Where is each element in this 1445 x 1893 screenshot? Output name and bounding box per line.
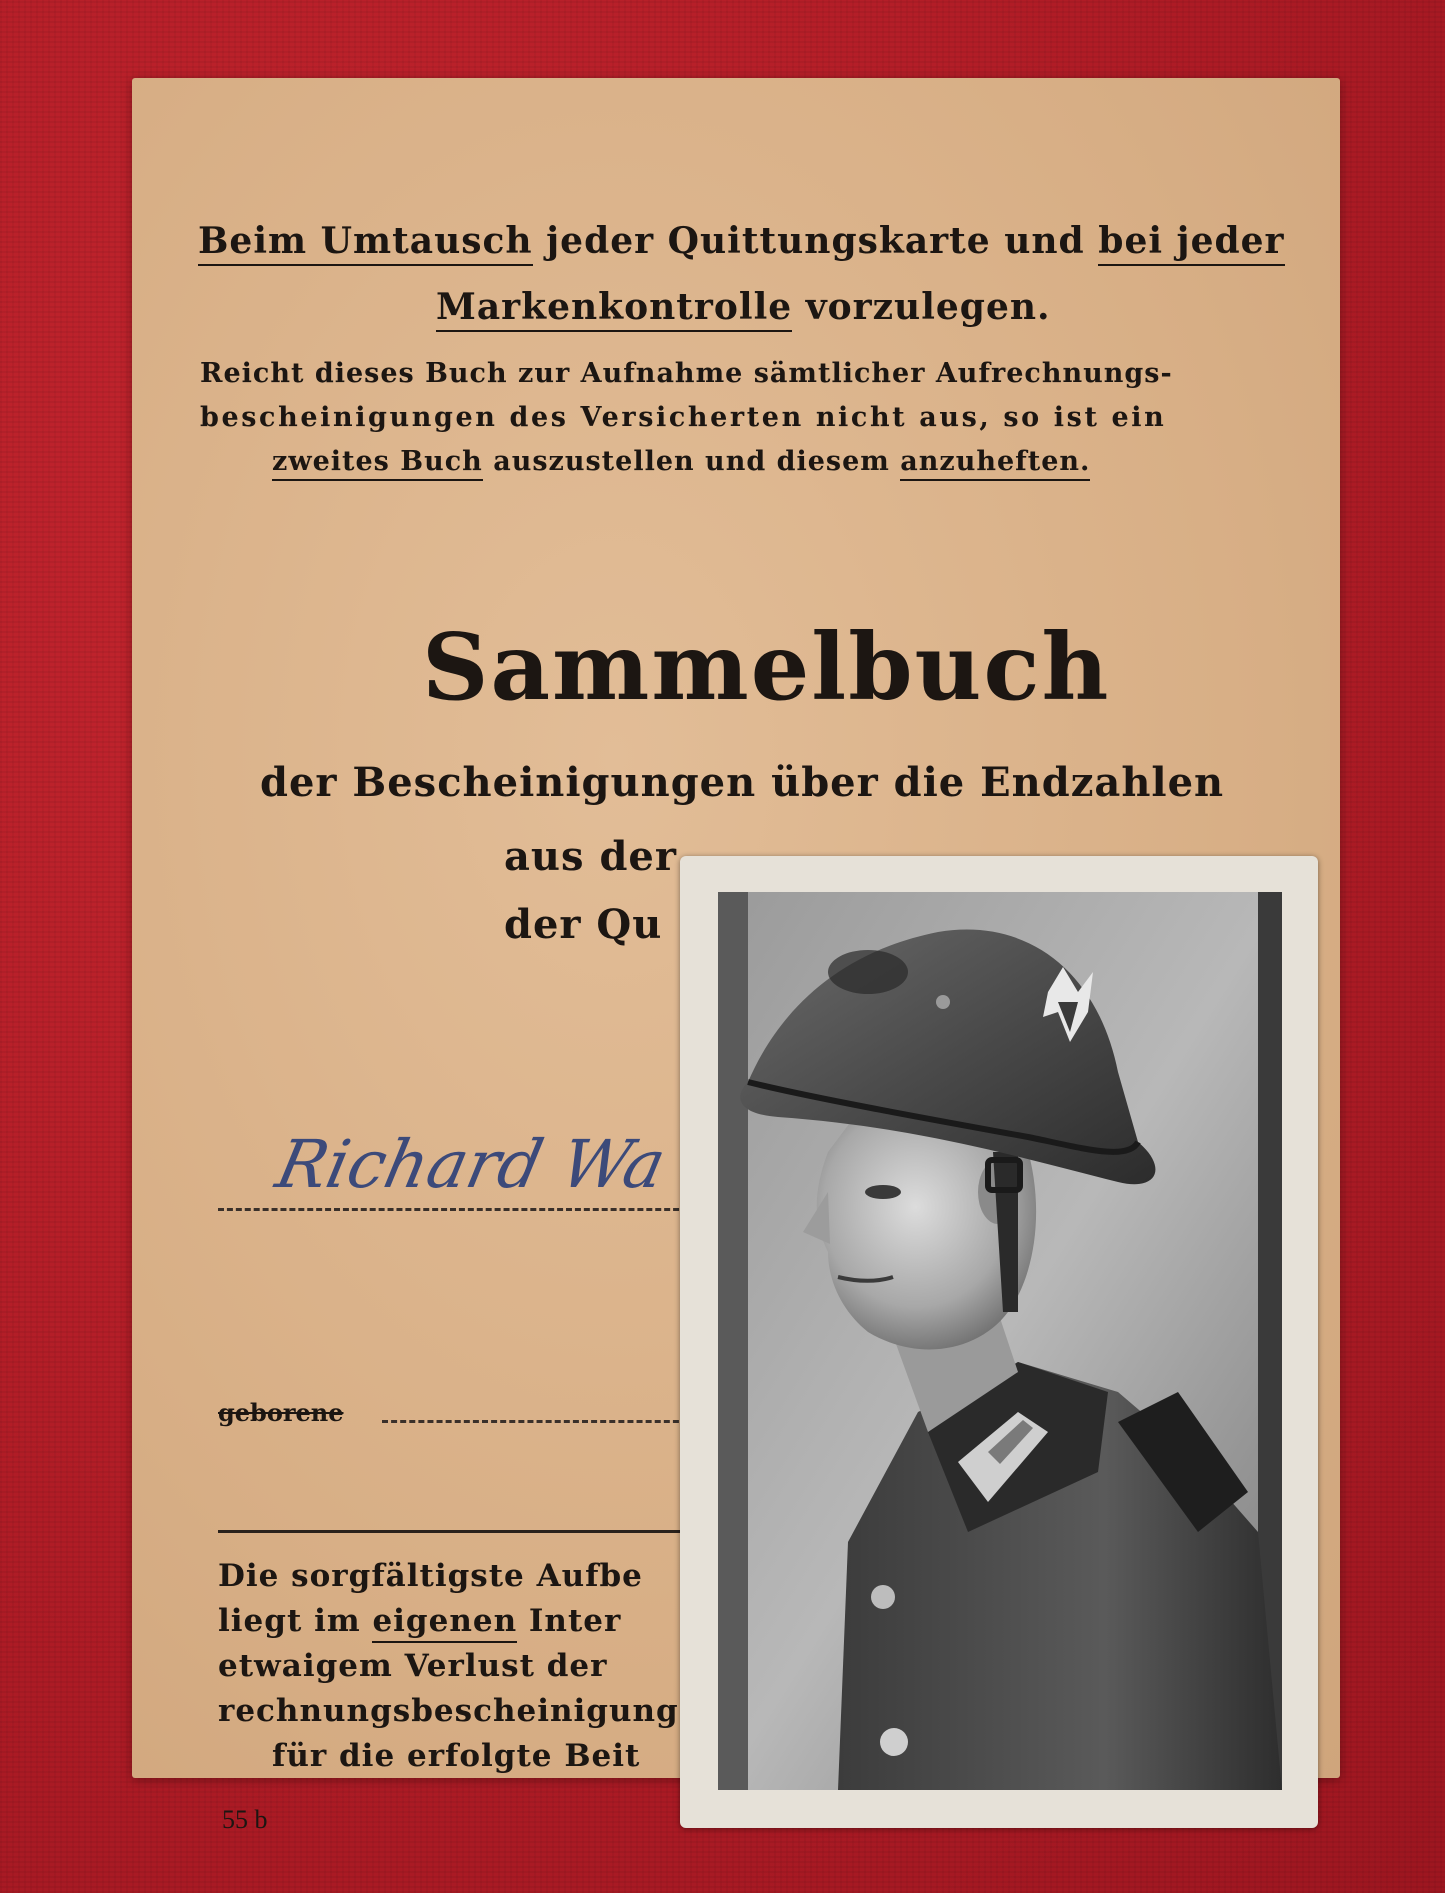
notice-underlined-2: bei jeder — [1098, 220, 1284, 266]
paragraph-text-3: auszustellen und diesem — [482, 446, 901, 477]
form-code: 55 b — [222, 1805, 268, 1834]
paragraph-underlined-1: zweites Buch — [272, 446, 483, 481]
footer-text-2a: liegt im — [218, 1603, 373, 1639]
handwritten-name: Richard Wa — [269, 1126, 673, 1203]
notice-text-2: vorzulegen. — [792, 286, 1051, 328]
footer-text-2b: Inter — [517, 1603, 622, 1639]
notice-line-1 — [198, 220, 1285, 262]
paragraph-line-3 — [272, 446, 1090, 477]
name-dotted-line — [218, 1208, 688, 1211]
footer-rule — [218, 1530, 688, 1533]
notice-text-1: jeder Quittungskarte und — [532, 220, 1099, 262]
notice-line-2 — [436, 286, 1051, 328]
paragraph-line-2: bescheinigungen des Versicherten nicht aus, so ist ein — [200, 402, 1167, 433]
portrait-photo — [680, 856, 1318, 1828]
footer-line-3: etwaigem Verlust der — [218, 1648, 608, 1684]
notice-underlined-3: Markenkontrolle — [436, 286, 792, 332]
footer-line-1: Die sorgfältigste Aufbe — [218, 1558, 643, 1594]
subtitle-line-1: der Bescheinigungen über die Endzahlen — [260, 759, 1225, 806]
subtitle-line-2: aus der — [504, 833, 677, 880]
paragraph-underlined-2: anzuheften. — [900, 446, 1090, 481]
notice-underlined-1: Beim Umtausch — [198, 220, 533, 266]
subtitle-line-3: der Qu — [504, 901, 663, 948]
footer-underlined: eigenen — [372, 1603, 517, 1643]
footer-line-5: für die erfolgte Beit — [272, 1738, 641, 1774]
born-label: geborene — [218, 1398, 344, 1427]
footer-line-4: rechnungsbescheinigung — [218, 1693, 679, 1729]
footer-line-2 — [218, 1603, 621, 1639]
paragraph-line-1: Reicht dieses Buch zur Aufnahme sämtlicher Aufrechnungs- — [200, 358, 1173, 389]
document-title: Sammelbuch — [422, 613, 1111, 721]
photo-image-area — [718, 892, 1282, 1790]
born-dotted-line — [382, 1420, 688, 1423]
soldier-portrait-image — [718, 892, 1282, 1790]
